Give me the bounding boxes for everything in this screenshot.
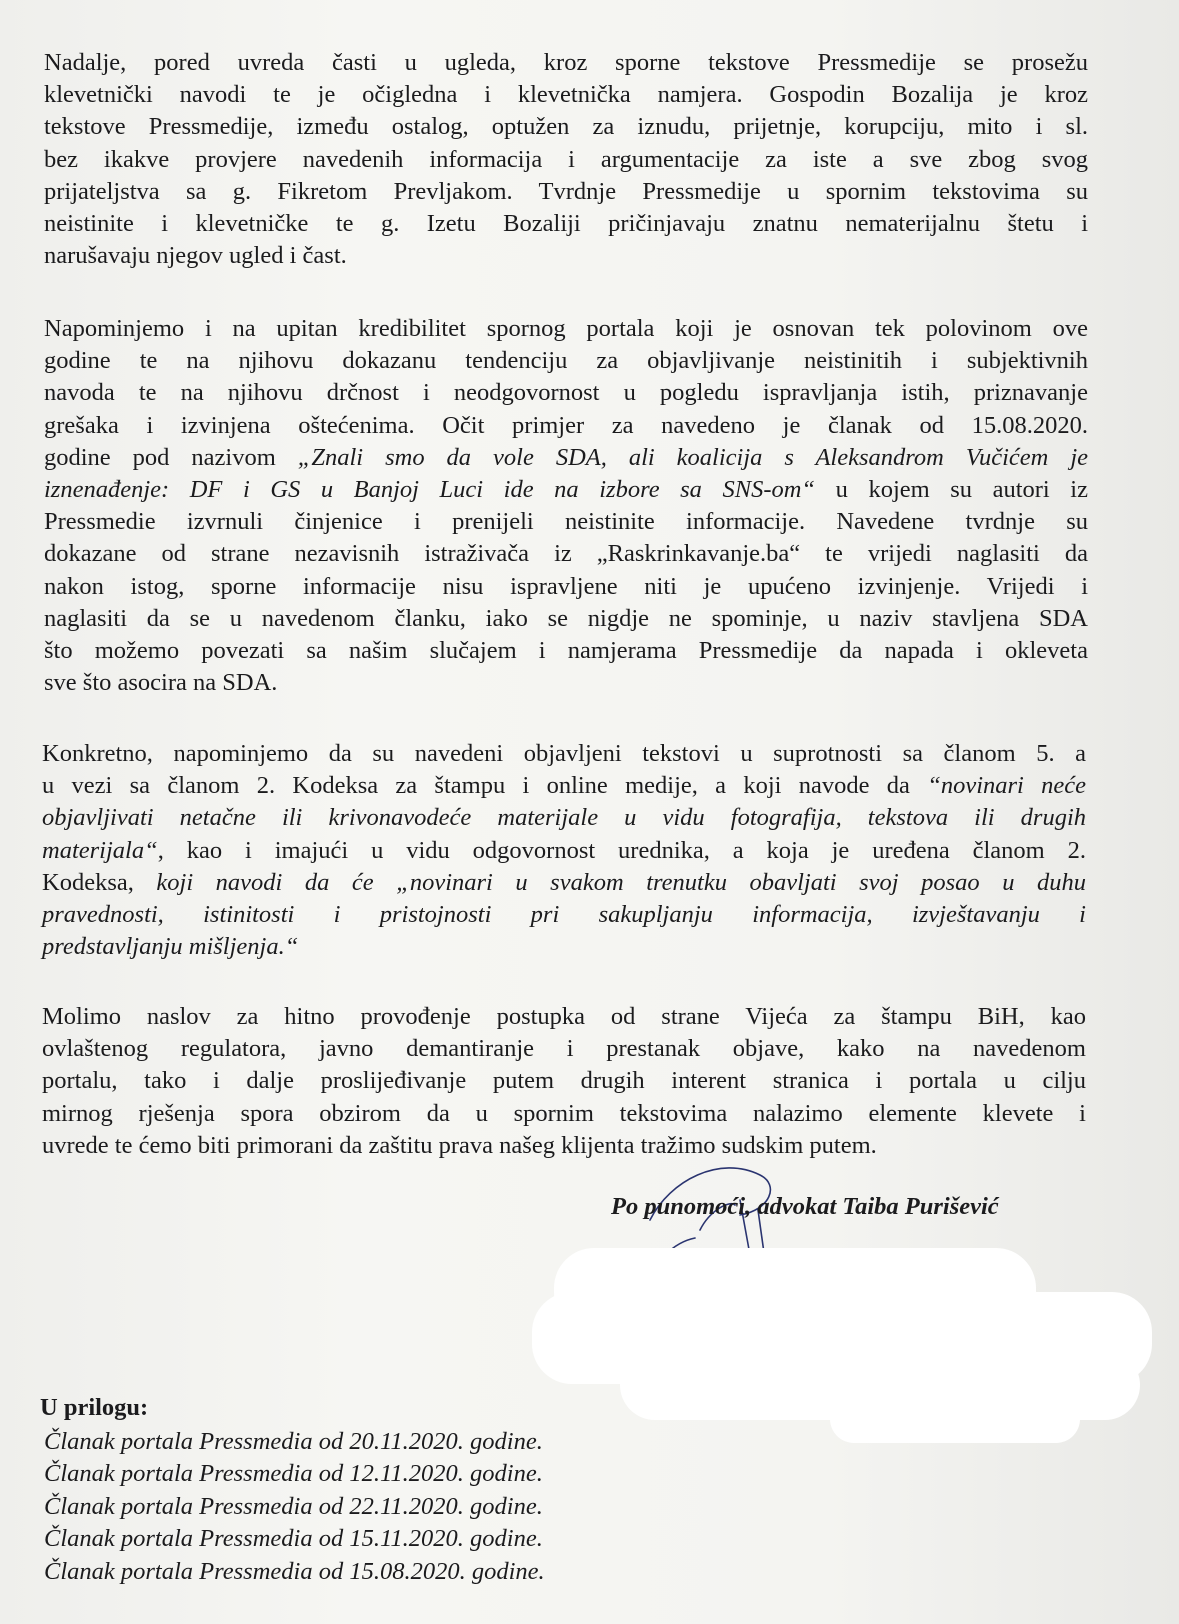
text-line <box>42 1065 1086 1097</box>
attachment-item: Članak portala Pressmedia od 15.08.2020. godine. <box>44 1557 545 1585</box>
text-segment: Napominjemo i na upitan kredibilitet spornog portala koji je osnovan tek polovinom ove <box>44 315 1088 342</box>
text-line <box>42 867 1086 899</box>
text-segment: u vezi sa članom 2. Kodeksa za štampu i online medije, a koji navode da <box>42 772 928 800</box>
attachment-item: Članak portala Pressmedia od 12.11.2020. godine. <box>44 1460 543 1488</box>
attachment-item: Članak portala Pressmedia od 20.11.2020. godine. <box>44 1428 543 1455</box>
italic-quote: objavljivati netačne ili krivonavodeće materijale u vidu fotografija, tekstova ili drugih <box>42 804 1086 832</box>
text-segment: mirnog rješenja spora obzirom da u spornim tekstovima nalazimo elemente klevete i <box>42 1099 1086 1127</box>
attachments-list <box>44 1426 545 1588</box>
text-segment: godine pod nazivom <box>44 443 298 471</box>
attachment-item: Članak portala Pressmedia od 15.11.2020. godine. <box>44 1525 543 1553</box>
text-line <box>44 79 1088 111</box>
text-line <box>44 635 1088 667</box>
text-line <box>42 770 1086 802</box>
text-line <box>44 240 1088 272</box>
text-line <box>44 474 1088 506</box>
text-segment: , kao i imajući u vidu odgovornost urednika, a koja je uređena članom 2. <box>157 836 1086 864</box>
text-line <box>44 313 1088 345</box>
italic-quote: “novinari neće <box>927 772 1086 800</box>
text-line <box>42 1033 1086 1065</box>
text-segment: klevetnički navodi te je očigledna i klevetnička namjera. Gospodin Bozalija je kroz <box>44 81 1088 109</box>
attachments-title: U prilogu: <box>40 1394 149 1421</box>
text-line <box>42 738 1086 770</box>
text-segment: godine te na njihovu dokazanu tendenciju za objavljivanje neistinitih i subjektivnih <box>44 347 1088 375</box>
text-segment: nakon istog, sporne informacije nisu ispravljene niti je upućeno izvinjenje. Vrijedi i <box>44 572 1088 600</box>
text-line <box>42 1130 1086 1162</box>
text-line <box>44 377 1088 409</box>
italic-quote: iznenađenje: DF i GS u Banjoj Luci ide na izbore sa SNS-om“ <box>44 476 816 504</box>
text-line <box>44 667 1088 699</box>
text-segment: naglasiti da se u navedenom članku, iako se nigdje ne spominje, u naziv stavljena SDA <box>44 604 1088 632</box>
text-segment: tekstove Pressmedije, između ostalog, optužen za iznudu, prijetnje, korupciju, mito i sl. <box>44 113 1088 141</box>
text-segment: Konkretno, napominjemo da su navedeni objavljeni tekstovi u suprotnosti sa članom 5. a <box>42 740 1086 767</box>
text-line <box>44 345 1088 377</box>
text-line <box>44 571 1088 603</box>
text-segment: prijateljstva sa g. Fikretom Prevljakom. Tvrdnje Pressmedije u spornim tekstovima su <box>44 177 1088 205</box>
text-line <box>42 802 1086 834</box>
text-segment: dokazane od strane nezavisnih istraživača iz „Raskrinkavanje.ba“ te vrijedi naglasiti da <box>44 540 1088 568</box>
italic-quote: materijala“ <box>42 836 158 864</box>
text-line <box>44 506 1088 538</box>
text-line <box>42 899 1086 931</box>
text-line <box>42 835 1086 867</box>
text-segment: Molimo naslov za hitno provođenje postupka od strane Vijeća za štampu BiH, kao <box>42 1003 1086 1030</box>
text-segment: u kojem su autori iz <box>815 476 1088 504</box>
text-line <box>44 47 1088 79</box>
text-segment: Nadalje, pored uvreda časti u ugleda, kroz sporne tekstove Pressmedije se prosežu <box>44 49 1088 76</box>
text-segment: što možemo povezati sa našim slučajem i namjerama Pressmedije da napada i okleveta <box>44 637 1088 665</box>
paragraph-portal-credibility <box>44 313 1088 699</box>
italic-quote: koji navodi da će „novinari u svakom trenutku obavljati svoj posao u duhu <box>156 868 1086 896</box>
text-segment: Pressmedie izvrnuli činjenice i prenijeli neistinite informacije. Navedene tvrdnje su <box>44 508 1088 536</box>
italic-quote: predstavljanju mišljenja.“ <box>42 933 299 961</box>
paragraph-code-violation <box>42 738 1086 963</box>
text-line <box>44 176 1088 208</box>
text-line <box>44 410 1088 442</box>
text-line <box>44 603 1088 635</box>
redaction-blot <box>830 1395 1080 1443</box>
text-segment: navoda te na njihovu drčnost i neodgovornost u pogledu ispravljanja istih, priznavanje <box>44 379 1088 407</box>
text-line <box>44 208 1088 240</box>
signature-line: Po punomoći, advokat Taiba Purišević <box>611 1193 999 1220</box>
italic-quote: „Znali smo da vole SDA, ali koalicija s Aleksandrom Vučićem je <box>297 443 1088 471</box>
text-segment: bez ikakve provjere navedenih informacija i argumentacije za iste a sve zbog svog <box>44 145 1088 173</box>
text-line <box>44 111 1088 143</box>
text-segment: grešaka i izvinjena oštećenima. Očit primjer za navedeno je članak od 15.08.2020. <box>44 411 1088 439</box>
text-segment: Kodeksa, <box>42 868 157 896</box>
text-line <box>42 1001 1086 1033</box>
text-line <box>44 538 1088 570</box>
text-line <box>42 1098 1086 1130</box>
text-segment: uvrede te ćemo biti primorani da zaštitu prava našeg klijenta tražimo sudskim putem. <box>42 1131 877 1159</box>
text-segment: neistinite i klevetničke te g. Izetu Bozaliji pričinjavaju znatnu nematerijalnu štetu i <box>44 210 1088 238</box>
italic-quote: pravednosti, istinitosti i pristojnosti pri sakupljanju informacija, izvještavanju i <box>42 901 1086 929</box>
text-line <box>42 931 1086 963</box>
text-line <box>44 442 1088 474</box>
paragraph-defamation <box>44 47 1088 272</box>
paragraph-request <box>42 1001 1086 1162</box>
text-segment: sve što asocira na SDA. <box>44 669 278 697</box>
text-segment: portalu, tako i dalje proslijeđivanje putem drugih interent stranica i portala u cilju <box>42 1067 1086 1095</box>
text-segment: ovlaštenog regulatora, javno demantiranje i prestanak objave, kako na navedenom <box>42 1035 1086 1063</box>
attachment-item: Članak portala Pressmedia od 22.11.2020. godine. <box>44 1492 543 1520</box>
text-line <box>44 144 1088 176</box>
text-segment: narušavaju njegov ugled i čast. <box>44 242 347 270</box>
